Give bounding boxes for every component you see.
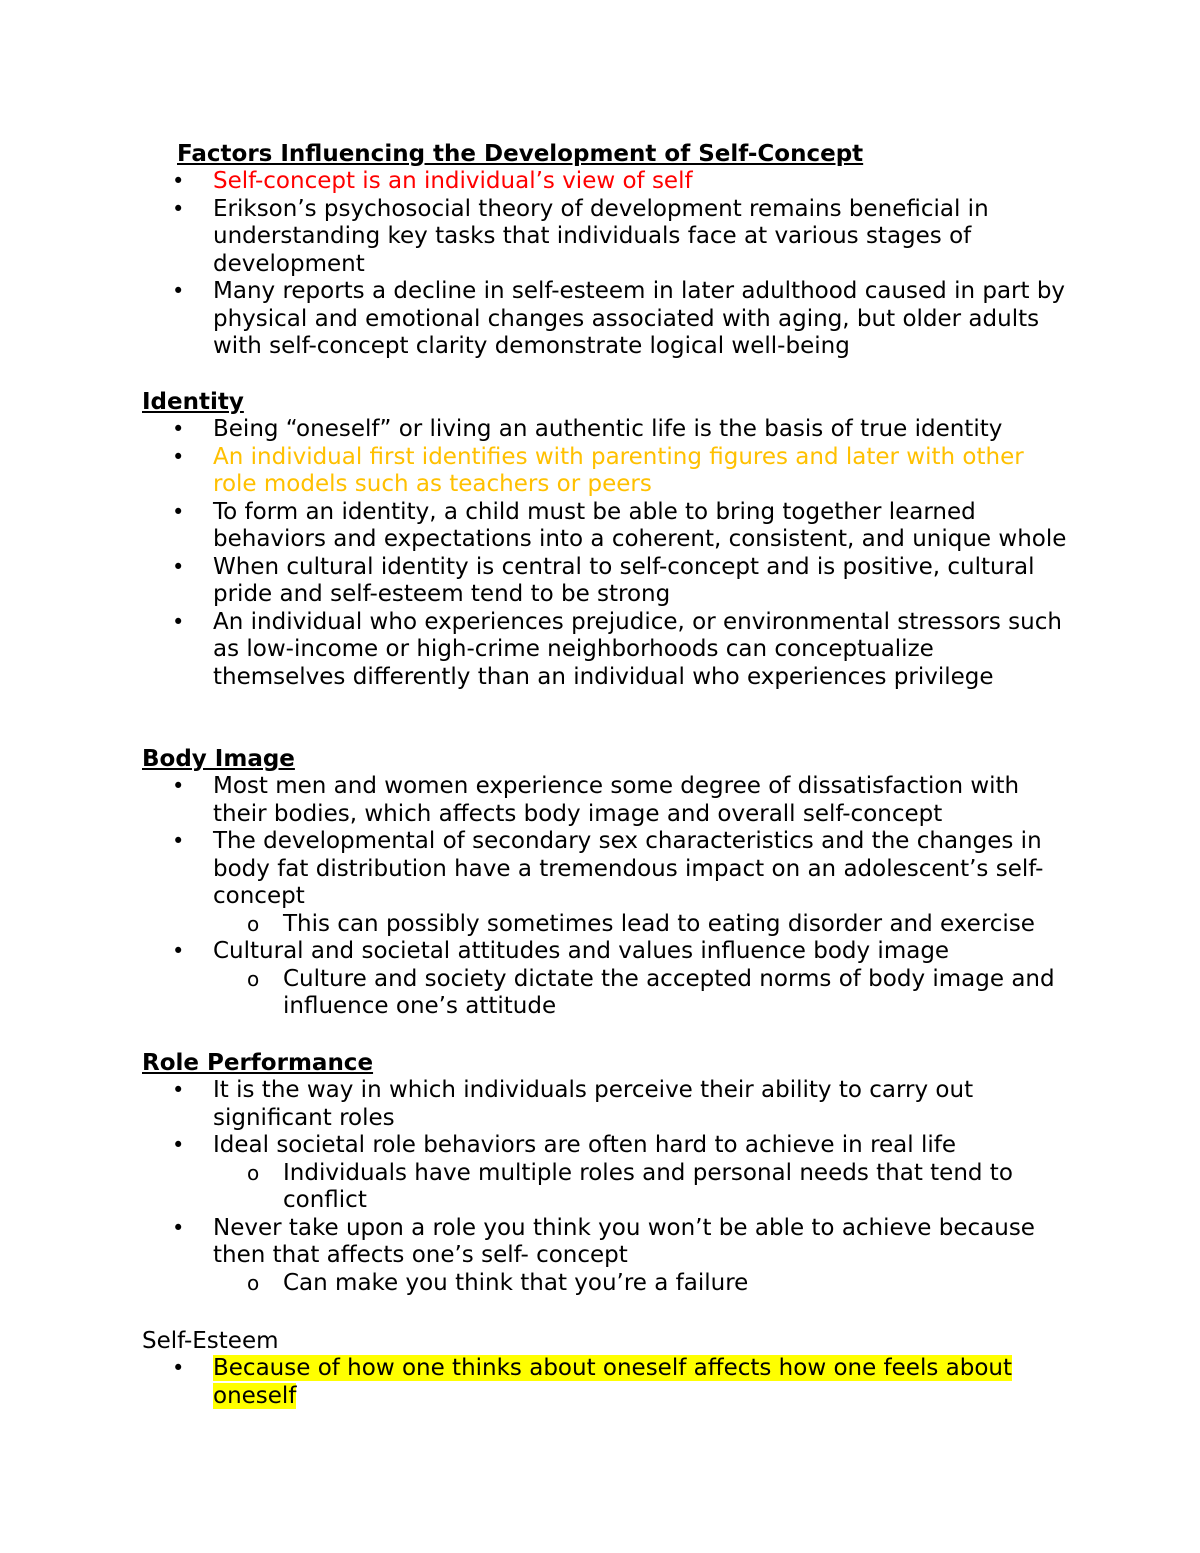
item-text: To form an identity, a child must be able to bring together learned behaviors and expectations into a coherent, consistent, and unique whole: [213, 498, 1067, 552]
list-item: [142, 444, 1072, 499]
item-text: An individual who experiences prejudice, or environmental stressors such as low-income or high-crime neighborhoods can conceptualize themselves differently than an individual who experiences privilege: [213, 608, 1062, 690]
bullet-marker: •: [172, 939, 185, 963]
list-item: [142, 499, 1072, 554]
heading-self-esteem: Self-Esteem: [142, 1328, 279, 1354]
item-text: Never take upon a role you think you won’t be able to achieve because then that affects one’s self- concept: [213, 1214, 1035, 1268]
bullet-marker: •: [172, 444, 185, 469]
body-image-list: [142, 773, 1072, 1021]
list-item: [142, 554, 1072, 609]
heading-role-performance: Role Performance: [142, 1050, 374, 1076]
item-text: Ideal societal role behaviors are often hard to achieve in real life: [213, 1132, 956, 1158]
item-text: Most men and women experience some degree of dissatisfaction with their bodies, which affects body image and overall self-concept: [213, 773, 1020, 827]
sub-bullet-marker: o: [247, 1270, 260, 1295]
list-item: [142, 1215, 1072, 1270]
bullet-marker: •: [172, 1133, 185, 1157]
list-item: [142, 773, 1072, 828]
list-item: [142, 1270, 1072, 1298]
item-text: This can possibly sometimes lead to eating disorder and exercise: [283, 910, 1035, 937]
heading-body-image: Body Image: [142, 746, 295, 772]
item-text: An individual first identifies with parenting figures and later with other role models such as teachers or peers: [213, 443, 1024, 497]
bullet-marker: •: [172, 417, 185, 441]
list-item: [142, 911, 1072, 939]
list-item: [142, 1355, 1072, 1410]
item-text: The developmental of secondary sex characteristics and the changes in body fat distribution have a tremendous impact on an adolescent’s self-concept: [213, 828, 1044, 909]
list-item: [142, 1132, 1072, 1160]
list-item: [142, 1077, 1072, 1132]
sub-bullet-marker: o: [247, 1160, 260, 1185]
item-text: Self-concept is an individual’s view of self: [213, 168, 693, 194]
bullet-marker: •: [172, 609, 185, 634]
item-text: Erikson’s psychosocial theory of development remains beneficial in understanding key tasks that individuals face at various stages of development: [213, 195, 989, 277]
item-text: It is the way in which individuals perceive their ability to carry out significant roles: [213, 1077, 974, 1131]
sub-bullet-marker: o: [247, 966, 260, 991]
bullet-marker: •: [172, 1215, 185, 1240]
self-esteem-list: [142, 1355, 1072, 1410]
item-text: Individuals have multiple roles and personal needs that tend to conflict: [283, 1159, 1013, 1213]
bullet-marker: •: [172, 774, 185, 798]
list-item: [142, 609, 1072, 692]
bullet-marker: •: [172, 1356, 185, 1380]
item-text: When cultural identity is central to self-concept and is positive, cultural pride and self-esteem tend to be strong: [213, 553, 1035, 607]
heading-factors-influencing-self-concept: Factors Influencing the Development of Self-Concept: [177, 141, 864, 167]
list-item: [142, 278, 1072, 361]
highlighted-item-text: Because of how one thinks about oneself affects how one feels about oneself: [213, 1355, 1013, 1409]
item-text: Can make you think that you’re a failure: [283, 1269, 749, 1296]
bullet-marker: •: [172, 829, 185, 853]
bullet-marker: •: [172, 554, 185, 579]
factors-list: [142, 168, 1072, 361]
list-item: [142, 938, 1072, 966]
item-text: Cultural and societal attitudes and values influence body image: [213, 938, 950, 964]
role-performance-list: [142, 1077, 1072, 1297]
bullet-marker: •: [172, 279, 185, 303]
list-item: [142, 1160, 1072, 1215]
list-item: [142, 416, 1072, 444]
bullet-marker: •: [172, 1078, 185, 1102]
sub-bullet-marker: o: [247, 911, 260, 936]
bullet-marker: •: [172, 196, 185, 221]
heading-identity: Identity: [142, 389, 244, 415]
bullet-marker: •: [172, 169, 185, 193]
list-item: [142, 168, 1072, 196]
list-item: [142, 828, 1072, 911]
list-item: [142, 196, 1072, 279]
item-text: Being “oneself” or living an authentic life is the basis of true identity: [213, 416, 1003, 442]
item-text: Many reports a decline in self-esteem in later adulthood caused in part by physical and emotional changes associated with aging, but older adults with self-concept clarity demonstrate logical well-being: [213, 278, 1066, 359]
item-text: Culture and society dictate the accepted norms of body image and influence one’s attitude: [283, 965, 1055, 1019]
identity-list: [142, 416, 1072, 691]
list-item: [142, 966, 1072, 1021]
bullet-marker: •: [172, 499, 185, 524]
